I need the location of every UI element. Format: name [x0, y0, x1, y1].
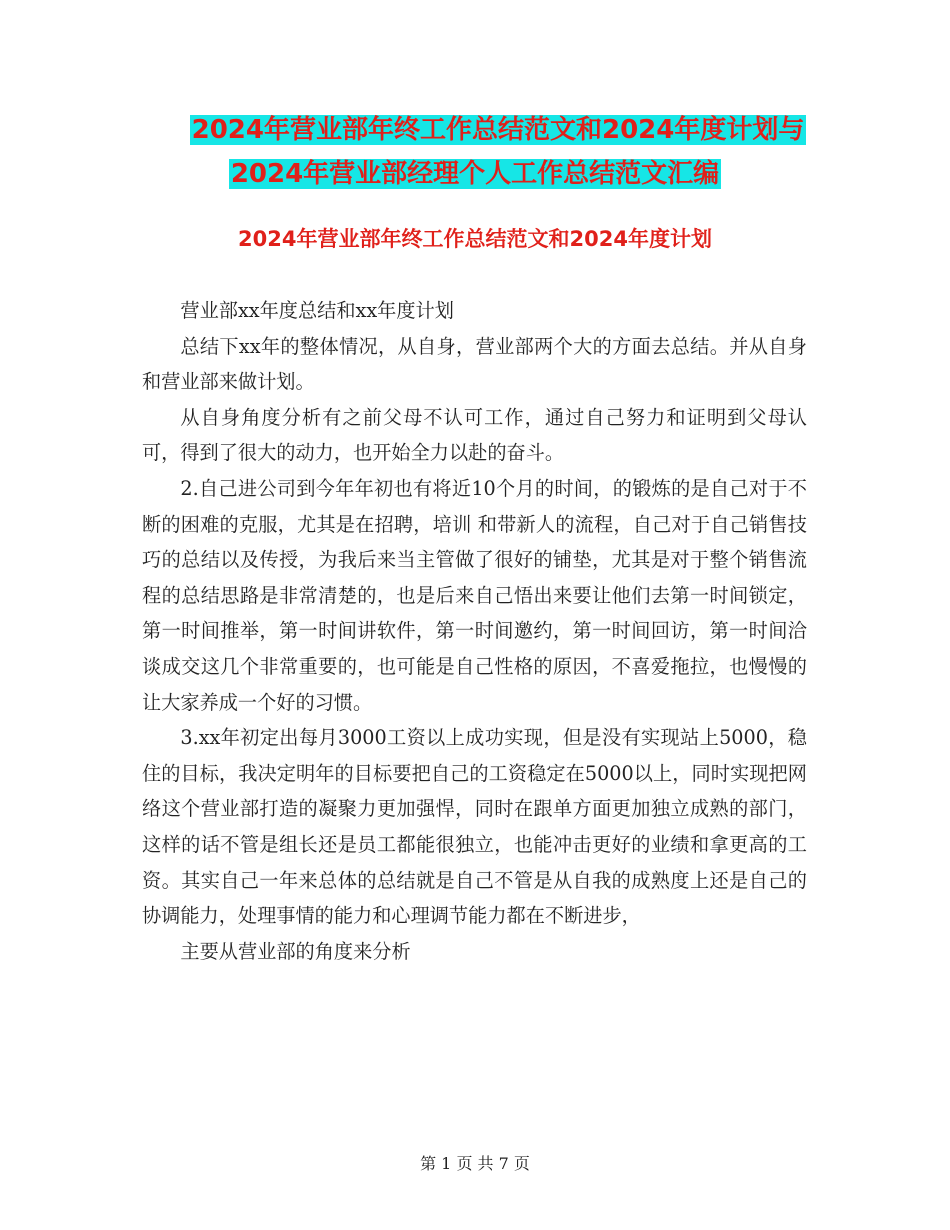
main-title-line-1 — [0, 113, 950, 147]
paragraph: 2.自己进公司到今年年初也有将近10个月的时间，的锻炼的是自己对于不断的困难的克服，尤其是在招聘，培训 和带新人的流程，自己对于自己销售技巧的总结以及传授，为我后来当主管做了很好的铺垫，尤其是对于整个销售流程的总结思路是非常清楚的，也是后来自己悟出来要让他们去第一时间锁定，第一时间推举，第一时间讲软件，第一时间邀约，第一时间回访，第一时间洽谈成交这几个非常重要的，也可能是自己性格的原因，不喜爱拖拉，也慢慢的让大家养成一个好的习惯。 — [142, 476, 807, 714]
paragraph: 营业部xx年度总结和xx年度计划 — [180, 299, 454, 322]
title-highlight-1: 2024年营业部年终工作总结范文和2024年度计划与 — [191, 115, 805, 145]
main-title-line-2 — [0, 157, 950, 191]
page-footer: 第 1 页 共 7 页 — [420, 1154, 530, 1173]
paragraph: 主要从营业部的角度来分析 — [180, 939, 411, 963]
paragraph: 3.xx年初定出每月3000工资以上成功实现，但是没有实现站上5000，稳住的目标，我决定明年的目标要把自己的工资稳定在5000以上，同时实现把网络这个营业部打造的凝聚力更加强悍，同时在跟单方面更加独立成熟的部门，这样的话不管是组长还是员工都能很独立，也能冲击更好的业绩和拿更高的工资。其实自己一年来总体的总结就是自己不管是从自我的成熟度上还是自己的协调能力，处理事情的能力和心理调节能力都在不断进步， — [142, 726, 807, 928]
body-text — [142, 293, 807, 969]
section-subtitle: 2024年营业部年终工作总结范文和2024年度计划 — [238, 227, 712, 251]
paragraph: 总结下xx年的整体情况，从自身，营业部两个大的方面去总结。并从自身和营业部来做计划。 — [142, 334, 807, 394]
title-highlight-2: 2024年营业部经理个人工作总结范文汇编 — [230, 159, 720, 189]
paragraph: 从自身角度分析有之前父母不认可工作，通过自己努力和证明到父母认可，得到了很大的动力，也开始全力以赴的奋斗。 — [142, 405, 807, 465]
